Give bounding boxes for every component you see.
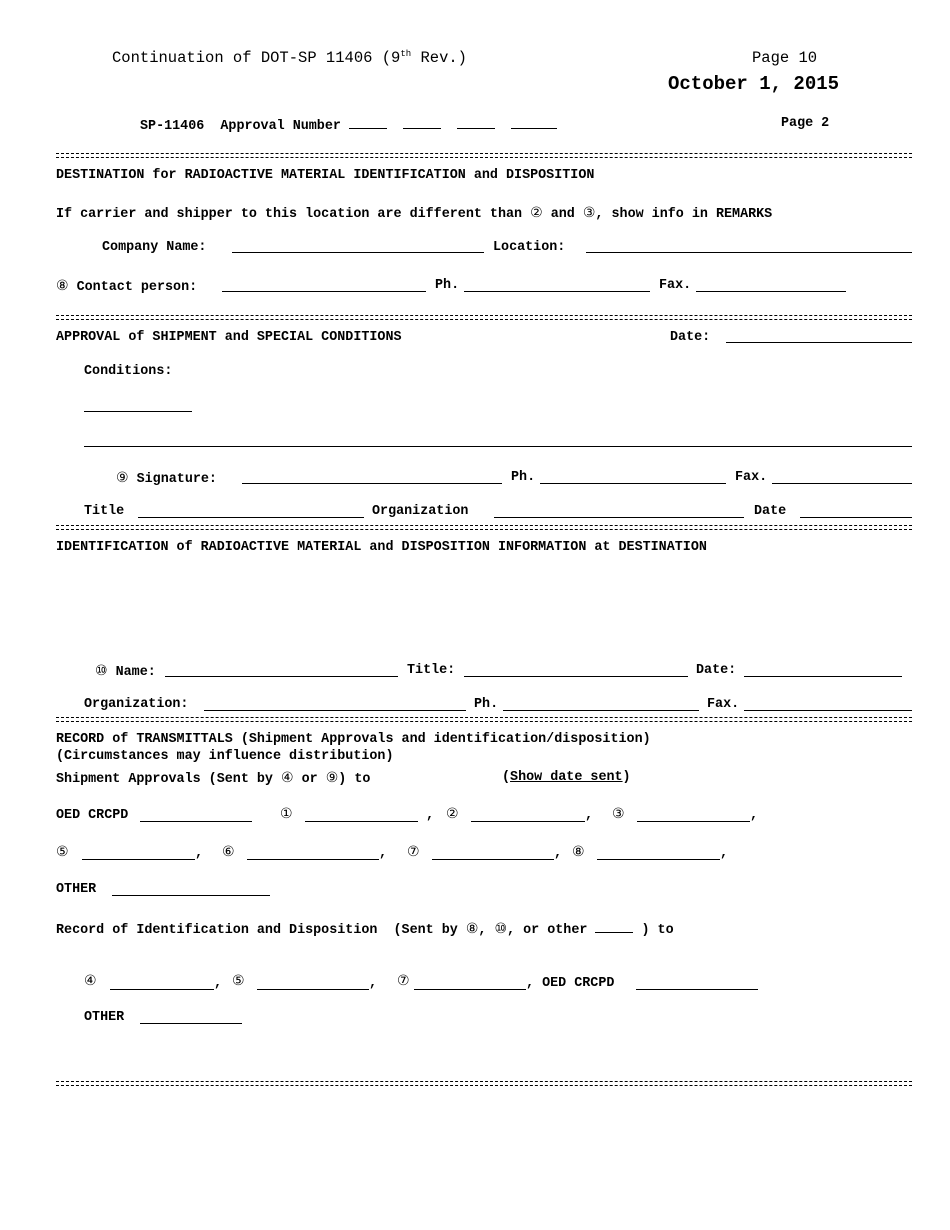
record-recipient-7-field[interactable] (414, 989, 526, 990)
record-oed-crcpd-field[interactable] (636, 989, 758, 990)
signature-fax-label: Fax. (735, 470, 768, 485)
circled-3-icon: ③ (612, 806, 625, 822)
approver-title-label: Title (84, 504, 125, 519)
comma: , (720, 846, 729, 861)
circled-9-icon: ⑨ (116, 470, 129, 486)
identification-fax-label: Fax. (707, 697, 740, 712)
circled-10-icon: ⑩ (494, 921, 508, 937)
contact-person-field[interactable] (222, 291, 426, 292)
signature-line: ⑨ Signature: (116, 470, 217, 487)
signature-fax-field[interactable] (772, 483, 912, 484)
circled-9-icon: ⑨ (325, 770, 339, 786)
comma: , (195, 846, 204, 861)
contact-phone-label: Ph. (435, 278, 460, 293)
conditions-label: Conditions: (84, 364, 173, 379)
conditions-field-1[interactable] (84, 411, 192, 412)
recipient-8-field[interactable] (597, 859, 720, 860)
other-label: OTHER (56, 882, 97, 897)
circled-4-icon: ④ (84, 973, 97, 989)
approval-date-label: Date: (670, 330, 711, 345)
section-divider (56, 524, 912, 533)
destination-note: If carrier and shipper to this location are different than ② and ③, show info in REMARKS (56, 205, 773, 222)
circled-7-icon: ⑦ (397, 973, 410, 989)
approval-number-field-3[interactable] (457, 116, 495, 129)
section-divider (56, 1080, 912, 1089)
recipient-6-field[interactable] (247, 859, 379, 860)
other-recipient-field[interactable] (112, 895, 270, 896)
company-name-field[interactable] (232, 252, 484, 253)
location-label: Location: (493, 240, 566, 255)
comma: , (379, 846, 388, 861)
identification-date-field[interactable] (744, 676, 902, 677)
approval-heading: APPROVAL of SHIPMENT and SPECIAL CONDITIONS (56, 330, 402, 345)
contact-line: ⑧ Contact person: (56, 278, 198, 295)
identification-org-field[interactable] (204, 710, 466, 711)
circled-1-icon: ① (280, 806, 293, 822)
record-recipient-4-field[interactable] (110, 989, 214, 990)
recipient-5-field[interactable] (82, 859, 195, 860)
recipient-1-field[interactable] (305, 821, 418, 822)
contact-phone-field[interactable] (464, 291, 650, 292)
transmittals-heading: RECORD of TRANSMITTALS (Shipment Approvals and identification/disposition) (56, 732, 651, 747)
approver-title-field[interactable] (138, 517, 364, 518)
circled-2-icon: ② (446, 806, 459, 822)
identification-date-label: Date: (696, 663, 737, 678)
identification-heading: IDENTIFICATION of RADIOACTIVE MATERIAL and DISPOSITION INFORMATION at DESTINATION (56, 540, 707, 555)
recipient-7-field[interactable] (432, 859, 554, 860)
circled-7-icon: ⑦ (407, 844, 420, 860)
contact-fax-label: Fax. (659, 278, 692, 293)
comma: , (554, 846, 563, 861)
identification-phone-field[interactable] (503, 710, 699, 711)
record-other-field[interactable] (140, 1023, 242, 1024)
company-name-label: Company Name: (102, 240, 207, 255)
circled-8-icon: ⑧ (572, 844, 585, 860)
identification-name-field[interactable] (165, 676, 398, 677)
identification-name-line: ⑩ Name: (95, 663, 156, 680)
record-oed-crcpd-label: , OED CRCPD (526, 976, 615, 991)
transmittals-subheading: (Circumstances may influence distribution) (56, 749, 394, 764)
location-field[interactable] (586, 252, 912, 253)
circled-5-icon: ⑤ (232, 973, 245, 989)
oed-crcpd-field[interactable] (140, 821, 252, 822)
identification-phone-label: Ph. (474, 697, 499, 712)
circled-3-icon: ③ (582, 205, 596, 221)
signature-field[interactable] (242, 483, 502, 484)
identification-title-field[interactable] (464, 676, 688, 677)
contact-fax-field[interactable] (696, 291, 846, 292)
approver-date-field[interactable] (800, 517, 912, 518)
other-sender-field[interactable] (595, 920, 633, 933)
record-identification-line: Record of Identification and Disposition (Sent by ⑧, ⑩, or other ) to (56, 921, 674, 938)
oed-crcpd-label: OED CRCPD (56, 808, 129, 823)
record-other-label: OTHER (84, 1010, 125, 1025)
continuation-title: Continuation of DOT-SP 11406 (9th Rev.) (112, 49, 467, 67)
shipment-approvals-line: Shipment Approvals (Sent by ④ or ⑨) to (56, 770, 371, 787)
section-divider (56, 152, 912, 161)
page-2-label: Page 2 (781, 116, 830, 131)
section-divider (56, 716, 912, 725)
approver-org-field[interactable] (494, 517, 744, 518)
page-number: Page 10 (752, 49, 818, 67)
circled-2-icon: ② (530, 205, 543, 221)
circled-5-icon: ⑤ (56, 844, 69, 860)
comma: , (214, 976, 223, 991)
recipient-2-field[interactable] (471, 821, 585, 822)
conditions-field-2[interactable] (84, 446, 912, 447)
show-date-sent-note: (Show date sent) (502, 770, 631, 785)
circled-4-icon: ④ (281, 770, 294, 786)
approval-number-line: SP-11406 Approval Number (140, 116, 557, 135)
comma: , (369, 976, 378, 991)
signature-phone-label: Ph. (511, 470, 536, 485)
approver-org-label: Organization (372, 504, 469, 519)
record-recipient-5-field[interactable] (257, 989, 369, 990)
destination-heading: DESTINATION for RADIOACTIVE MATERIAL IDENTIFICATION and DISPOSITION (56, 168, 595, 183)
approval-date-field[interactable] (726, 342, 912, 343)
circled-10-icon: ⑩ (95, 663, 108, 679)
approver-date-label: Date (754, 504, 787, 519)
recipient-3-field[interactable] (637, 821, 750, 822)
section-divider (56, 314, 912, 323)
circled-8-icon: ⑧ (56, 278, 69, 294)
comma: , (585, 808, 594, 823)
circled-6-icon: ⑥ (222, 844, 235, 860)
identification-fax-field[interactable] (744, 710, 912, 711)
approval-number-field-1[interactable] (349, 116, 387, 129)
identification-title-label: Title: (407, 663, 456, 678)
signature-phone-field[interactable] (540, 483, 726, 484)
approval-number-field-4[interactable] (511, 116, 557, 129)
approval-number-field-2[interactable] (403, 116, 441, 129)
comma: , (750, 808, 759, 823)
comma: , (426, 808, 435, 823)
issue-date: October 1, 2015 (668, 73, 840, 95)
circled-8-icon: ⑧ (465, 921, 479, 937)
identification-org-label: Organization: (84, 697, 189, 712)
